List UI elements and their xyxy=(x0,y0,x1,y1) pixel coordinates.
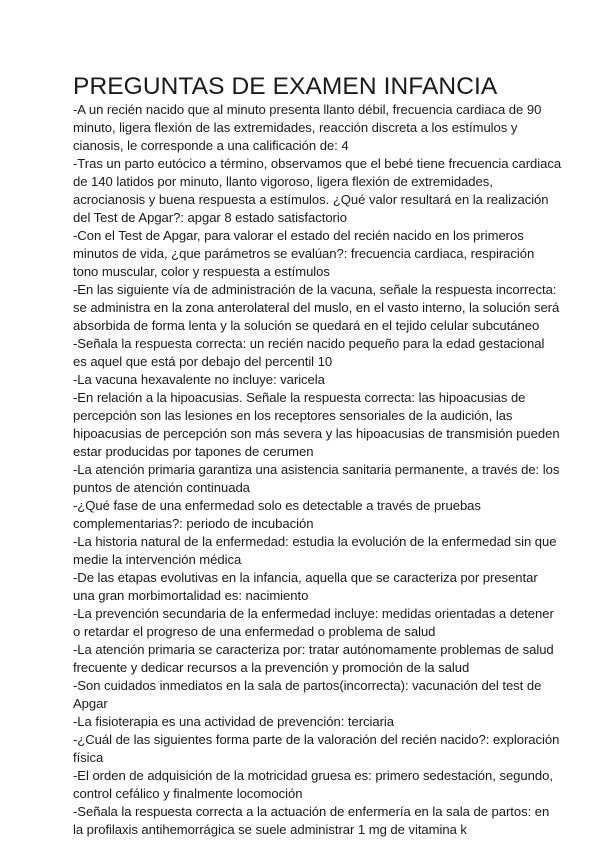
text-line: -En relación a la hipoacusias. Señale la respuesta correcta: las hipoacusias de xyxy=(73,390,526,405)
text-line: es aquel que está por debajo del percentil 10 xyxy=(73,354,333,369)
text-line: una gran morbimortalidad es: nacimiento xyxy=(73,588,309,603)
text-line: complementarias?: periodo de incubación xyxy=(73,516,314,531)
text-line: Apgar xyxy=(73,696,108,711)
text-line: acrocianosis y buena respuesta a estímulos. ¿Qué valor resultará en la realización xyxy=(73,192,549,207)
text-line: percepción son las lesiones en los receptores sensoriales de la audición, las xyxy=(73,408,513,423)
text-line: -Con el Test de Apgar, para valorar el estado del recién nacido en los primeros xyxy=(73,228,524,243)
document-body xyxy=(73,101,562,839)
text-line: la profilaxis antihemorrágica se suele administrar 1 mg de vitamina k xyxy=(73,822,467,837)
text-line: cianosis, le corresponde a una calificación de: 4 xyxy=(73,138,349,153)
text-line: -La atención primaria garantiza una asistencia sanitaria permanente, a través de: los xyxy=(73,462,560,477)
text-line: frecuente y dedicar recursos a la prevención y promoción de la salud xyxy=(73,660,470,675)
text-line: -La prevención secundaria de la enfermedad incluye: medidas orientadas a detener xyxy=(73,606,554,621)
text-line: -Señala la respuesta correcta: un recién nacido pequeño para la edad gestacional xyxy=(73,336,545,351)
text-line: -El orden de adquisición de la motricidad gruesa es: primero sedestación, segundo, xyxy=(73,768,553,783)
text-line: -De las etapas evolutivas en la infancia, aquella que se caracteriza por presentar xyxy=(73,570,538,585)
text-line: o retardar el progreso de una enfermedad o problema de salud xyxy=(73,624,436,639)
text-line: control cefálico y finalmente locomoción xyxy=(73,786,303,801)
text-line: estar producidas por tapones de cerumen xyxy=(73,444,314,459)
text-line: física xyxy=(73,750,104,765)
text-line: -La fisioterapia es una actividad de prevención: terciaria xyxy=(73,714,394,729)
text-line: -Señala la respuesta correcta a la actuación de enfermería en la sala de partos: en xyxy=(73,804,550,819)
text-line: puntos de atención continuada xyxy=(73,480,250,495)
text-line: se administra en la zona anterolateral del muslo, en el vasto interno, la solución será xyxy=(73,300,560,315)
text-line: absorbida de forma lenta y la solución se quedará en el tejido celular subcutáneo xyxy=(73,318,540,333)
text-line: -Son cuidados inmediatos en la sala de partos(incorrecta): vacunación del test de xyxy=(73,678,542,693)
text-line: hipoacusias de percepción son más severa y las hipoacusias de transmisión pueden xyxy=(73,426,560,441)
text-line: de 140 latidos por minuto, llanto vigoroso, ligera flexión de extremidades, xyxy=(73,174,493,189)
text-line: del Test de Apgar?: apgar 8 estado satisfactorio xyxy=(73,210,347,225)
text-line: -Tras un parto eutócico a término, observamos que el bebé tiene frecuencia cardiaca xyxy=(73,156,562,171)
text-line: -¿Cuál de las siguientes forma parte de la valoración del recién nacido?: exploración xyxy=(73,732,560,747)
text-line: minutos de vida, ¿que parámetros se evalúan?: frecuencia cardiaca, respiración xyxy=(73,246,535,261)
text-line: -En las siguiente vía de administración de la vacuna, señale la respuesta incorrecta: xyxy=(73,282,557,297)
text-line: tono muscular, color y respuesta a estímulos xyxy=(73,264,330,279)
document-page xyxy=(73,73,562,839)
document-title: PREGUNTAS DE EXAMEN INFANCIA xyxy=(73,73,498,100)
text-line: minuto, ligera flexión de las extremidades, reacción discreta a los estímulos y xyxy=(73,120,518,135)
text-line: -A un recién nacido que al minuto presenta llanto débil, frecuencia cardiaca de 90 xyxy=(73,102,542,117)
text-line: -La historia natural de la enfermedad: estudia la evolución de la enfermedad sin que xyxy=(73,534,557,549)
text-line: -La atención primaria se caracteriza por: tratar autónomamente problemas de salud xyxy=(73,642,554,657)
text-line: -¿Qué fase de una enfermedad solo es detectable a través de pruebas xyxy=(73,498,481,513)
text-line: -La vacuna hexavalente no incluye: varicela xyxy=(73,372,325,387)
text-line: medie la intervención médica xyxy=(73,552,242,567)
